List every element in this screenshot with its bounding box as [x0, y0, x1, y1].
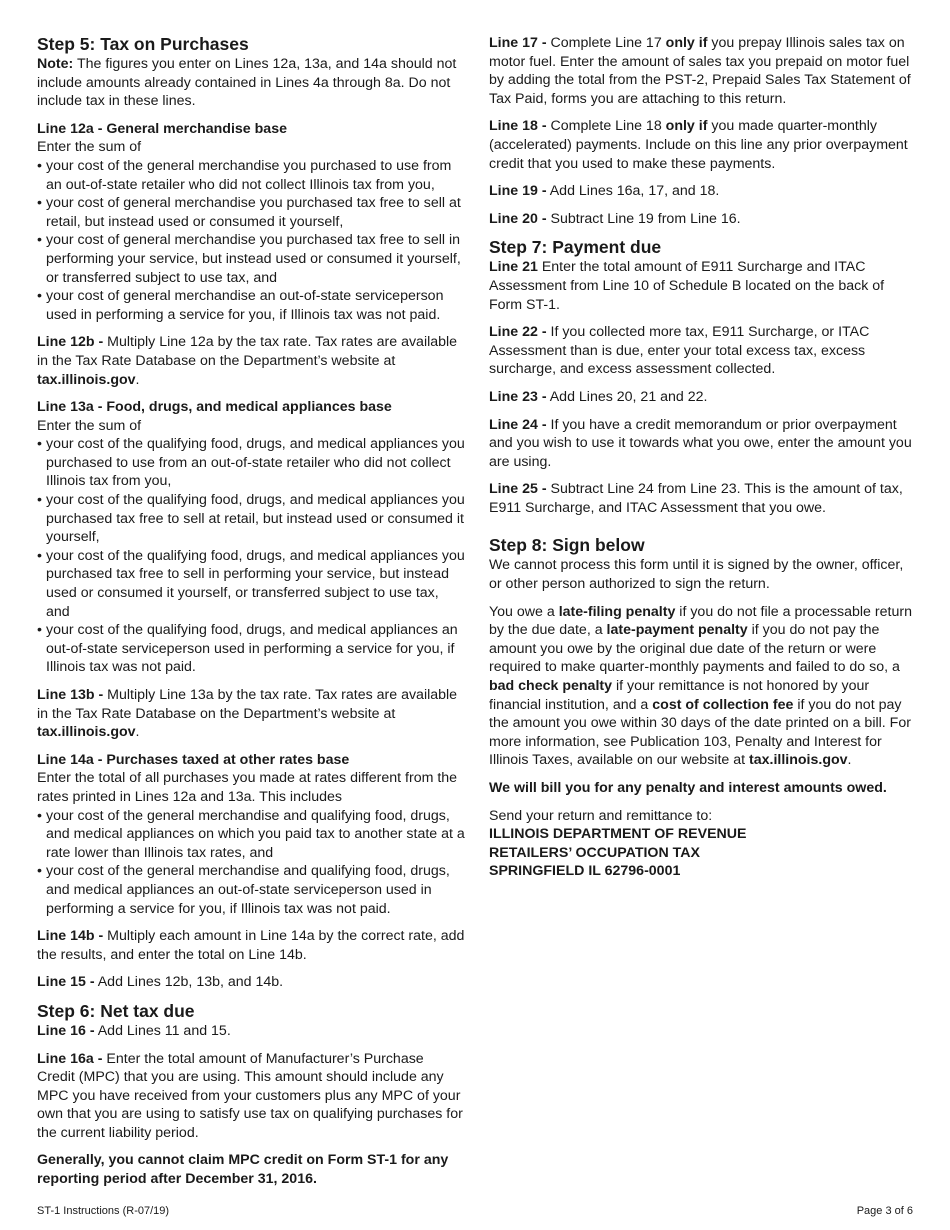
line-12b-paragraph [37, 333, 465, 389]
line-13b-text: Multiply Line 13a by the tax rate. Tax rates are available in the Tax Rate Database on the Department’s website at [37, 687, 458, 722]
line-15-text: Add Lines 12b, 13b, and 14b. [94, 974, 284, 991]
line-16a-paragraph [37, 1050, 465, 1143]
line-25-paragraph [489, 480, 914, 517]
line-16-paragraph [37, 1022, 465, 1041]
tax-website-link[interactable]: tax.illinois.gov [37, 371, 136, 388]
line-12a-heading: Line 12a - General merchandise base [37, 120, 287, 137]
send-intro: Send your return and remittance to: [489, 807, 713, 824]
line-20-text: Subtract Line 19 from Line 16. [546, 210, 741, 227]
line-23-text: Add Lines 20, 21 and 22. [546, 388, 708, 405]
penalty-text: if your remittance is not honored by your financial institution, and a [489, 678, 870, 713]
penalty-text: You owe a [489, 603, 559, 620]
line-14a-intro: Enter the total of all purchases you made at rates different from the rates printed in Lines 12a and 13a. This includes [37, 770, 458, 805]
line-18-pre: Complete Line 18 [546, 118, 666, 135]
note-label: Note: [37, 56, 74, 72]
line-12a-bullet: • your cost of general merchandise an out-of-state serviceperson used in performing a service for you, if Illinois tax was not paid. [37, 287, 465, 324]
penalty-paragraph [489, 603, 914, 770]
line-19-label: Line 19 - [489, 183, 547, 200]
line-21-label: Line 21 [489, 259, 538, 276]
line-21-paragraph [489, 258, 914, 314]
line-22-paragraph [489, 323, 914, 379]
line-13b-label: Line 13b - [37, 687, 104, 703]
line-14a-heading: Line 14a - Purchases taxed at other rates base [37, 751, 350, 768]
line-17-label: Line 17 - [489, 35, 547, 51]
line-16a-text: Enter the total amount of Manufacturer’s Purchase Credit (MPC) that you are using. This amount should include any MPC you have received from your customers plus any MPC of your own that you are using to satisfy use tax on qualifying purchases for the current liability period. [37, 1050, 463, 1141]
line-18-post: you made quarter-monthly (accelerated) payments. Include on this line any prior overpayment credit that you used to make these payments. [489, 118, 908, 172]
cost-of-collection-fee: cost of collection fee [652, 696, 794, 713]
right-column [489, 34, 914, 881]
line-12b-label: Line 12b - [37, 334, 104, 351]
bad-check-penalty: bad check penalty [489, 678, 613, 695]
form-id-footer: ST-1 Instructions (R-07/19) [37, 1205, 170, 1217]
line-25-text: Subtract Line 24 from Line 23. This is the amount of tax, E911 Surcharge, and ITAC Assessment that you owe. [489, 481, 903, 516]
line-13a-intro: Enter the sum of [37, 417, 142, 434]
line-24-text: If you have a credit memorandum or prior overpayment and you wish to use it towards what you owe, enter the amount you are using. [489, 416, 912, 470]
line-14b-paragraph [37, 927, 465, 964]
line-16-label: Line 16 - [37, 1022, 95, 1039]
line-14b-text: Multiply each amount in Line 14a by the correct rate, add the results, and enter the total on Line 14b. [37, 928, 465, 963]
line-12b-text: Multiply Line 12a by the tax rate. Tax rates are available in the Tax Rate Database on the Department’s website at [37, 334, 458, 369]
line-13a-bullet: • your cost of the qualifying food, drugs, and medical appliances you purchased to use from an out-of-state retailer who did not collect Illinois tax from you, [37, 435, 465, 491]
line-17-post: you prepay Illinois sales tax on motor fuel. Enter the amount of sales tax you prepaid on motor fuel by adding the total from the PST-2, Prepaid Sales Tax Statement of Tax Paid, forms you are attaching to this return. [489, 35, 911, 107]
line-12a-bullet: • your cost of general merchandise you purchased tax free to sell at retail, but instead used or consumed it yourself, [37, 194, 465, 231]
line-13b-paragraph [37, 686, 465, 742]
line-12a-section [37, 120, 465, 325]
mailing-address-line: SPRINGFIELD IL 62796-0001 [489, 863, 681, 880]
line-25-label: Line 25 - [489, 481, 547, 498]
line-21-text: Enter the total amount of E911 Surcharge and ITAC Assessment from Line 10 of Schedule B located on the back of Form ST-1. [489, 259, 885, 313]
sign-paragraph: We cannot process this form until it is signed by the owner, officer, or other person authorized to sign the return. [489, 557, 904, 593]
tax-website-link[interactable]: tax.illinois.gov [749, 752, 848, 769]
bill-notice: We will bill you for any penalty and interest amounts owed. [489, 780, 887, 796]
line-14b-label: Line 14b - [37, 928, 104, 945]
line-19-paragraph [489, 182, 914, 201]
line-24-paragraph [489, 416, 914, 472]
line-20-label: Line 20 - [489, 210, 547, 227]
line-19-text: Add Lines 16a, 17, and 18. [546, 183, 720, 200]
mailing-address-line: ILLINOIS DEPARTMENT OF REVENUE [489, 826, 747, 843]
step6-heading: Step 6: Net tax due [37, 1000, 195, 1021]
tax-website-link[interactable]: tax.illinois.gov [37, 724, 136, 741]
line-16-text: Add Lines 11 and 15. [94, 1022, 231, 1039]
line-12a-bullet: • your cost of general merchandise you purchased tax free to sell in performing your service, but instead used or consumed it yourself, or transferred subject to use tax, and [37, 231, 465, 287]
line-23-label: Line 23 - [489, 388, 547, 405]
late-payment-penalty: late-payment penalty [606, 622, 748, 639]
line-18-paragraph [489, 117, 914, 173]
penalty-text: if you do not pay the amount you owe within 30 days of the date printed on a bill. For more information, see Publication 103, Penalty and Interest for Illinois Taxes, available on our website at [489, 696, 911, 769]
line-18-only-if: only if [665, 118, 708, 135]
line-12b-end: . [135, 371, 140, 388]
step8-heading: Step 8: Sign below [489, 535, 645, 556]
line-15-paragraph [37, 973, 465, 992]
line-13a-bullet: • your cost of the qualifying food, drugs, and medical appliances you purchased tax free to sell at retail, but instead used or consumed it yourself, [37, 491, 465, 547]
note-paragraph [37, 55, 465, 111]
line-13a-bullet: • your cost of the qualifying food, drugs, and medical appliances an out-of-state serviceperson used in performing a service for you, if Illinois tax was not paid. [37, 621, 465, 677]
line-20-paragraph [489, 210, 914, 229]
line-22-text: If you collected more tax, E911 Surcharge, or ITAC Assessment than is due, enter your total excess tax, excess surcharge, and excess assessment collected. [489, 324, 870, 378]
line-12a-intro: Enter the sum of [37, 139, 142, 156]
mailing-address-line: RETAILERS’ OCCUPATION TAX [489, 844, 700, 861]
page-number: Page 3 of 6 [856, 1205, 913, 1217]
line-12a-bullet: • your cost of the general merchandise you purchased to use from an out-of-state retailer who did not collect Illinois tax from you, [37, 157, 465, 194]
penalty-text: . [847, 752, 852, 769]
step7-heading: Step 7: Payment due [489, 237, 662, 258]
line-13a-section [37, 398, 465, 677]
penalty-text: if you do not pay the amount you owe by the original due date of the return or were required to make quarter-monthly payments and failed to do so, a [489, 622, 900, 676]
line-23-paragraph [489, 388, 914, 407]
line-18-label: Line 18 - [489, 118, 547, 135]
line-22-label: Line 22 - [489, 324, 547, 341]
line-15-label: Line 15 - [37, 974, 95, 991]
line-13a-bullet: • your cost of the qualifying food, drugs, and medical appliances you purchased tax free to sell in performing your service, but instead used or consumed it yourself, or transferred subject to use tax, and [37, 547, 465, 621]
line-17-paragraph [489, 34, 914, 108]
line-13b-end: . [135, 724, 140, 741]
late-filing-penalty: late-filing penalty [558, 603, 676, 620]
line-13a-heading: Line 13a - Food, drugs, and medical appliances base [37, 399, 392, 416]
line-24-label: Line 24 - [489, 416, 547, 433]
line-17-only-if: only if [665, 35, 708, 51]
penalty-text: if you do not file a processable return by the due date, a [489, 603, 912, 639]
line-14a-bullet: • your cost of the general merchandise and qualifying food, drugs, and medical appliances an out-of-state serviceperson used in performing a service for you, if Illinois tax was not paid. [37, 862, 465, 918]
left-column [37, 34, 465, 1198]
line-14a-section [37, 751, 465, 918]
line-16a-label: Line 16a - [37, 1050, 103, 1067]
line-14a-bullet: • your cost of the general merchandise and qualifying food, drugs, and medical appliances on which you paid tax to another state at a rate lower than Illinois tax rates, and [37, 807, 465, 863]
mpc-warning: Generally, you cannot claim MPC credit on Form ST-1 for any reporting period after December 31, 2016. [37, 1152, 449, 1188]
step5-heading: Step 5: Tax on Purchases [37, 34, 249, 54]
note-text: The figures you enter on Lines 12a, 13a, and 14a should not include amounts already contained in Lines 4a through 8a. Do not include tax in these lines. [37, 56, 457, 110]
line-17-pre: Complete Line 17 [546, 35, 666, 51]
